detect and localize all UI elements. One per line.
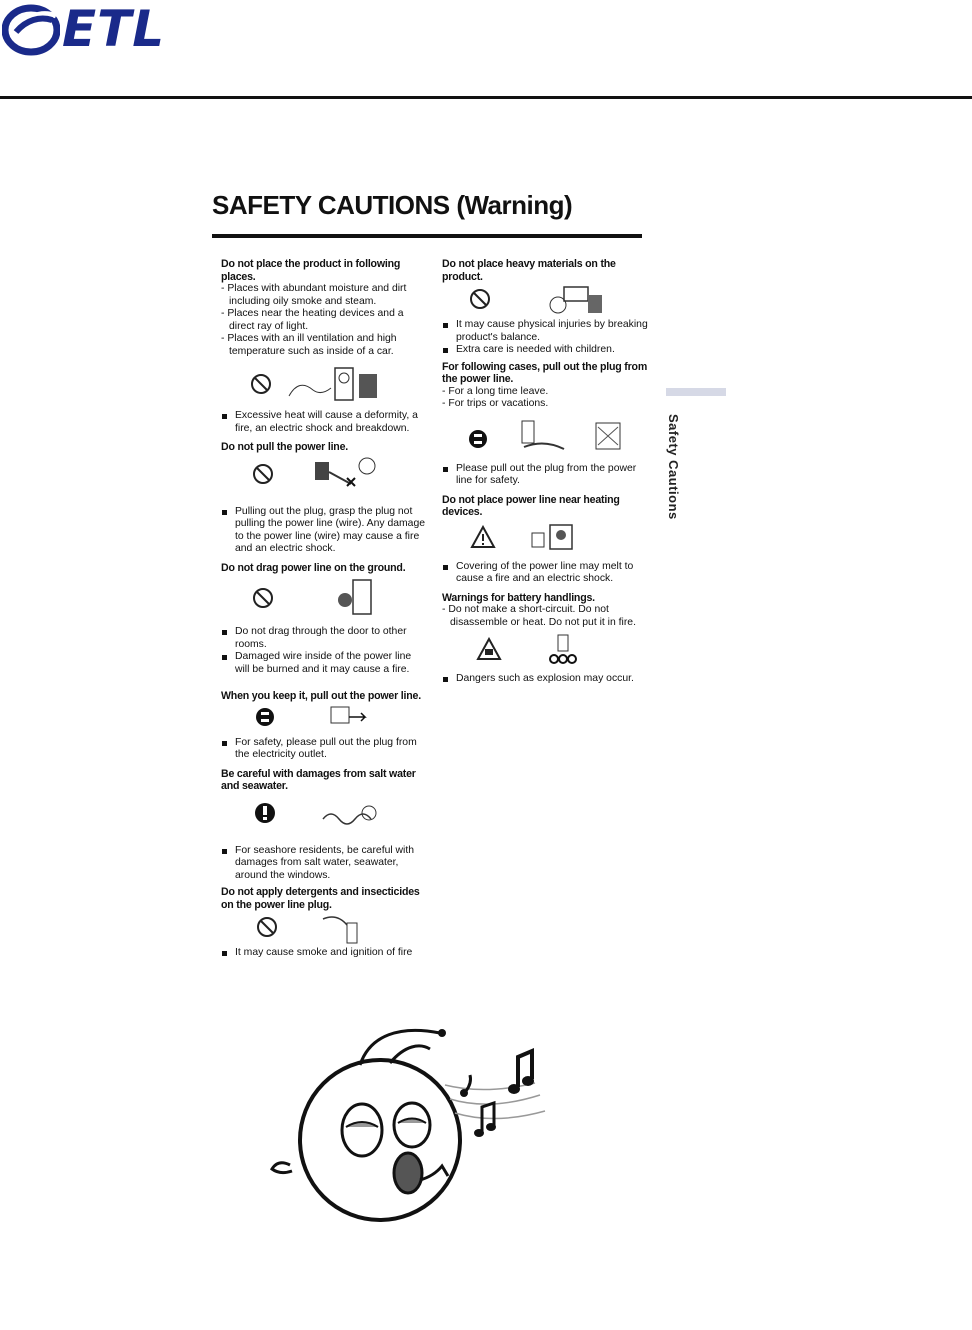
page-title: SAFETY CAUTIONS (Warning) — [212, 190, 573, 220]
section-heading: When you keep it, pull out the power line. — [221, 690, 421, 702]
etl-logo — [2, 2, 165, 56]
etl-swirl-icon — [2, 2, 60, 56]
illustration-row — [221, 911, 426, 947]
illustration-row — [221, 703, 426, 737]
illustration-row — [221, 793, 426, 845]
pull-plug-illustration — [311, 454, 381, 494]
illustration-row — [221, 454, 426, 506]
bullet-note: Covering of the power line may melt to cause a fire and an electric shock. — [442, 561, 652, 586]
unplug-icon — [253, 705, 277, 735]
mascot-illustration — [270, 1025, 610, 1250]
side-tab-marker — [666, 388, 726, 396]
prohibition-icon — [251, 586, 275, 610]
header-divider — [0, 96, 972, 99]
prohibition-icon — [251, 462, 275, 486]
heavy-object-illustration — [542, 283, 608, 317]
illustration-row — [442, 519, 652, 561]
heat-illustration — [285, 362, 385, 406]
bullet-note: It may cause smoke and ignition of fire — [221, 947, 426, 960]
door-illustration — [333, 578, 377, 618]
illustration-row — [442, 283, 652, 319]
side-label: Safety Cautions — [666, 414, 681, 520]
title-divider — [212, 234, 642, 238]
bullet-note: Extra care is needed with children. — [442, 344, 652, 357]
bullet-note: Dangers such as explosion may occur. — [442, 673, 652, 686]
exclamation-icon — [253, 801, 277, 831]
vacation-illustration — [588, 413, 628, 457]
section-heading: For following cases, pull out the plug from the power line. — [442, 360, 648, 385]
prohibition-icon — [255, 915, 279, 939]
warning-triangle-icon — [476, 637, 502, 661]
heater-illustration — [528, 521, 578, 555]
seawater-illustration — [321, 801, 381, 831]
list-item: - Places near the heating devices and a direct ray of light. — [221, 308, 404, 332]
outlet-illustration — [327, 703, 371, 733]
list-item: - For a long time leave. — [442, 385, 549, 397]
travel-illustration — [516, 415, 572, 459]
bullet-note: Please pull out the plug from the power line for safety. — [442, 463, 652, 488]
illustration-row — [442, 411, 652, 463]
logo-text: ETL — [62, 0, 166, 58]
illustration-row — [221, 574, 426, 626]
list-item: - For trips or vacations. — [442, 398, 549, 409]
illustration-row — [442, 629, 652, 673]
list-item: - Places with abundant moisture and dirt including oily smoke and steam. — [221, 283, 407, 307]
bullet-note: Pulling out the plug, grasp the plug not pulling the power line (wire). Any damage to the power line (wire) may cause a fire and an electric shock. — [221, 506, 426, 556]
section-heading: Warnings for battery handlings. — [442, 591, 595, 604]
prohibition-icon — [249, 372, 273, 396]
bullet-note: It may cause physical injuries by breaking product's balance. — [442, 319, 652, 344]
bullet-note: Excessive heat will cause a deformity, a fire, an electric shock and breakdown. — [221, 410, 426, 435]
list-item: - Do not make a short-circuit. Do not disassemble or heat. Do not put it in fire. — [442, 604, 636, 628]
spray-illustration — [317, 911, 367, 945]
bullet-note: Damaged wire inside of the power line will be burned and it may cause a fire. — [221, 651, 426, 676]
bullet-note: Do not drag through the door to other rooms. — [221, 626, 426, 651]
right-column — [442, 258, 652, 686]
safety-sheet-header — [212, 190, 642, 221]
list-item: - Places with an ill ventilation and high temperature such as inside of a car. — [221, 333, 397, 357]
prohibition-icon — [468, 287, 492, 311]
illustration-row — [221, 358, 426, 410]
section-heading: Do not place the product in following places. — [221, 258, 401, 283]
section-heading: Do not place heavy materials on the product. — [442, 258, 616, 283]
bullet-note: For seashore residents, be careful with damages from salt water, seawater, around the windows. — [221, 845, 426, 883]
warning-triangle-icon — [470, 525, 496, 549]
section-heading: Do not pull the power line. — [221, 441, 349, 453]
section-heading: Be careful with damages from salt water and seawater. — [221, 767, 416, 792]
unplug-icon — [466, 427, 490, 457]
section-heading: Do not place power line near heating devices. — [442, 493, 620, 518]
section-heading: Do not apply detergents and insecticides on the power line plug. — [221, 886, 420, 911]
section-heading: Do not drag power line on the ground. — [221, 561, 406, 574]
battery-illustration — [548, 633, 578, 667]
bullet-note: For safety, please pull out the plug from the electricity outlet. — [221, 737, 426, 762]
left-column — [221, 258, 426, 960]
